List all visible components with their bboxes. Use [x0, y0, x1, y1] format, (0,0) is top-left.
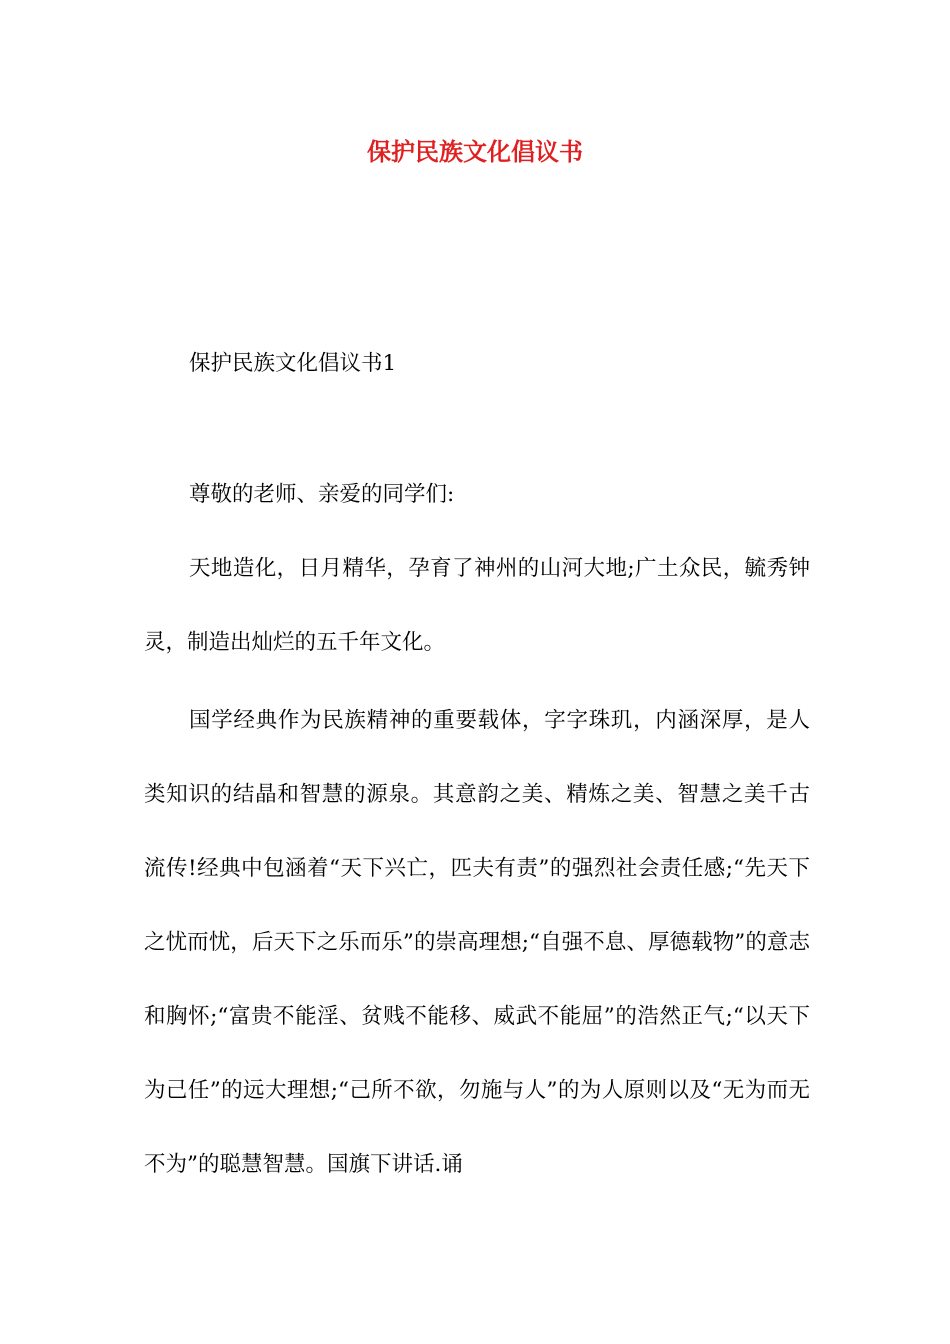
document-subtitle: 保护民族文化倡议书1: [189, 351, 397, 376]
paragraph: 国学经典作为民族精神的重要载体，字字珠玑，内涵深厚，是人类知识的结晶和智慧的源泉。其意韵之美、精炼之美、智慧之美千古流传!经典中包涵着“天下兴亡，匹夫有责”的强烈社会责任感;“先天下之忧而忧，后天下之乐而乐”的崇高理想;“自强不息、厚德载物”的意志和胸怀;“富贵不能淫、贫贱不能移、威武不能屈”的浩然正气;“以天下为己任”的远大理想;“己所不欲，勿施与人”的为人原则以及“无为而无不为”的聪慧智慧。国旗下讲话.诵: [144, 708, 810, 1177]
salutation: 尊敬的老师、亲爱的同学们:: [189, 482, 455, 507]
document-title: 保护民族文化倡议书: [367, 137, 583, 166]
paragraph: 天地造化，日月精华，孕育了神州的山河大地;广土众民，毓秀钟灵，制造出灿烂的五千年文化。: [144, 556, 810, 655]
